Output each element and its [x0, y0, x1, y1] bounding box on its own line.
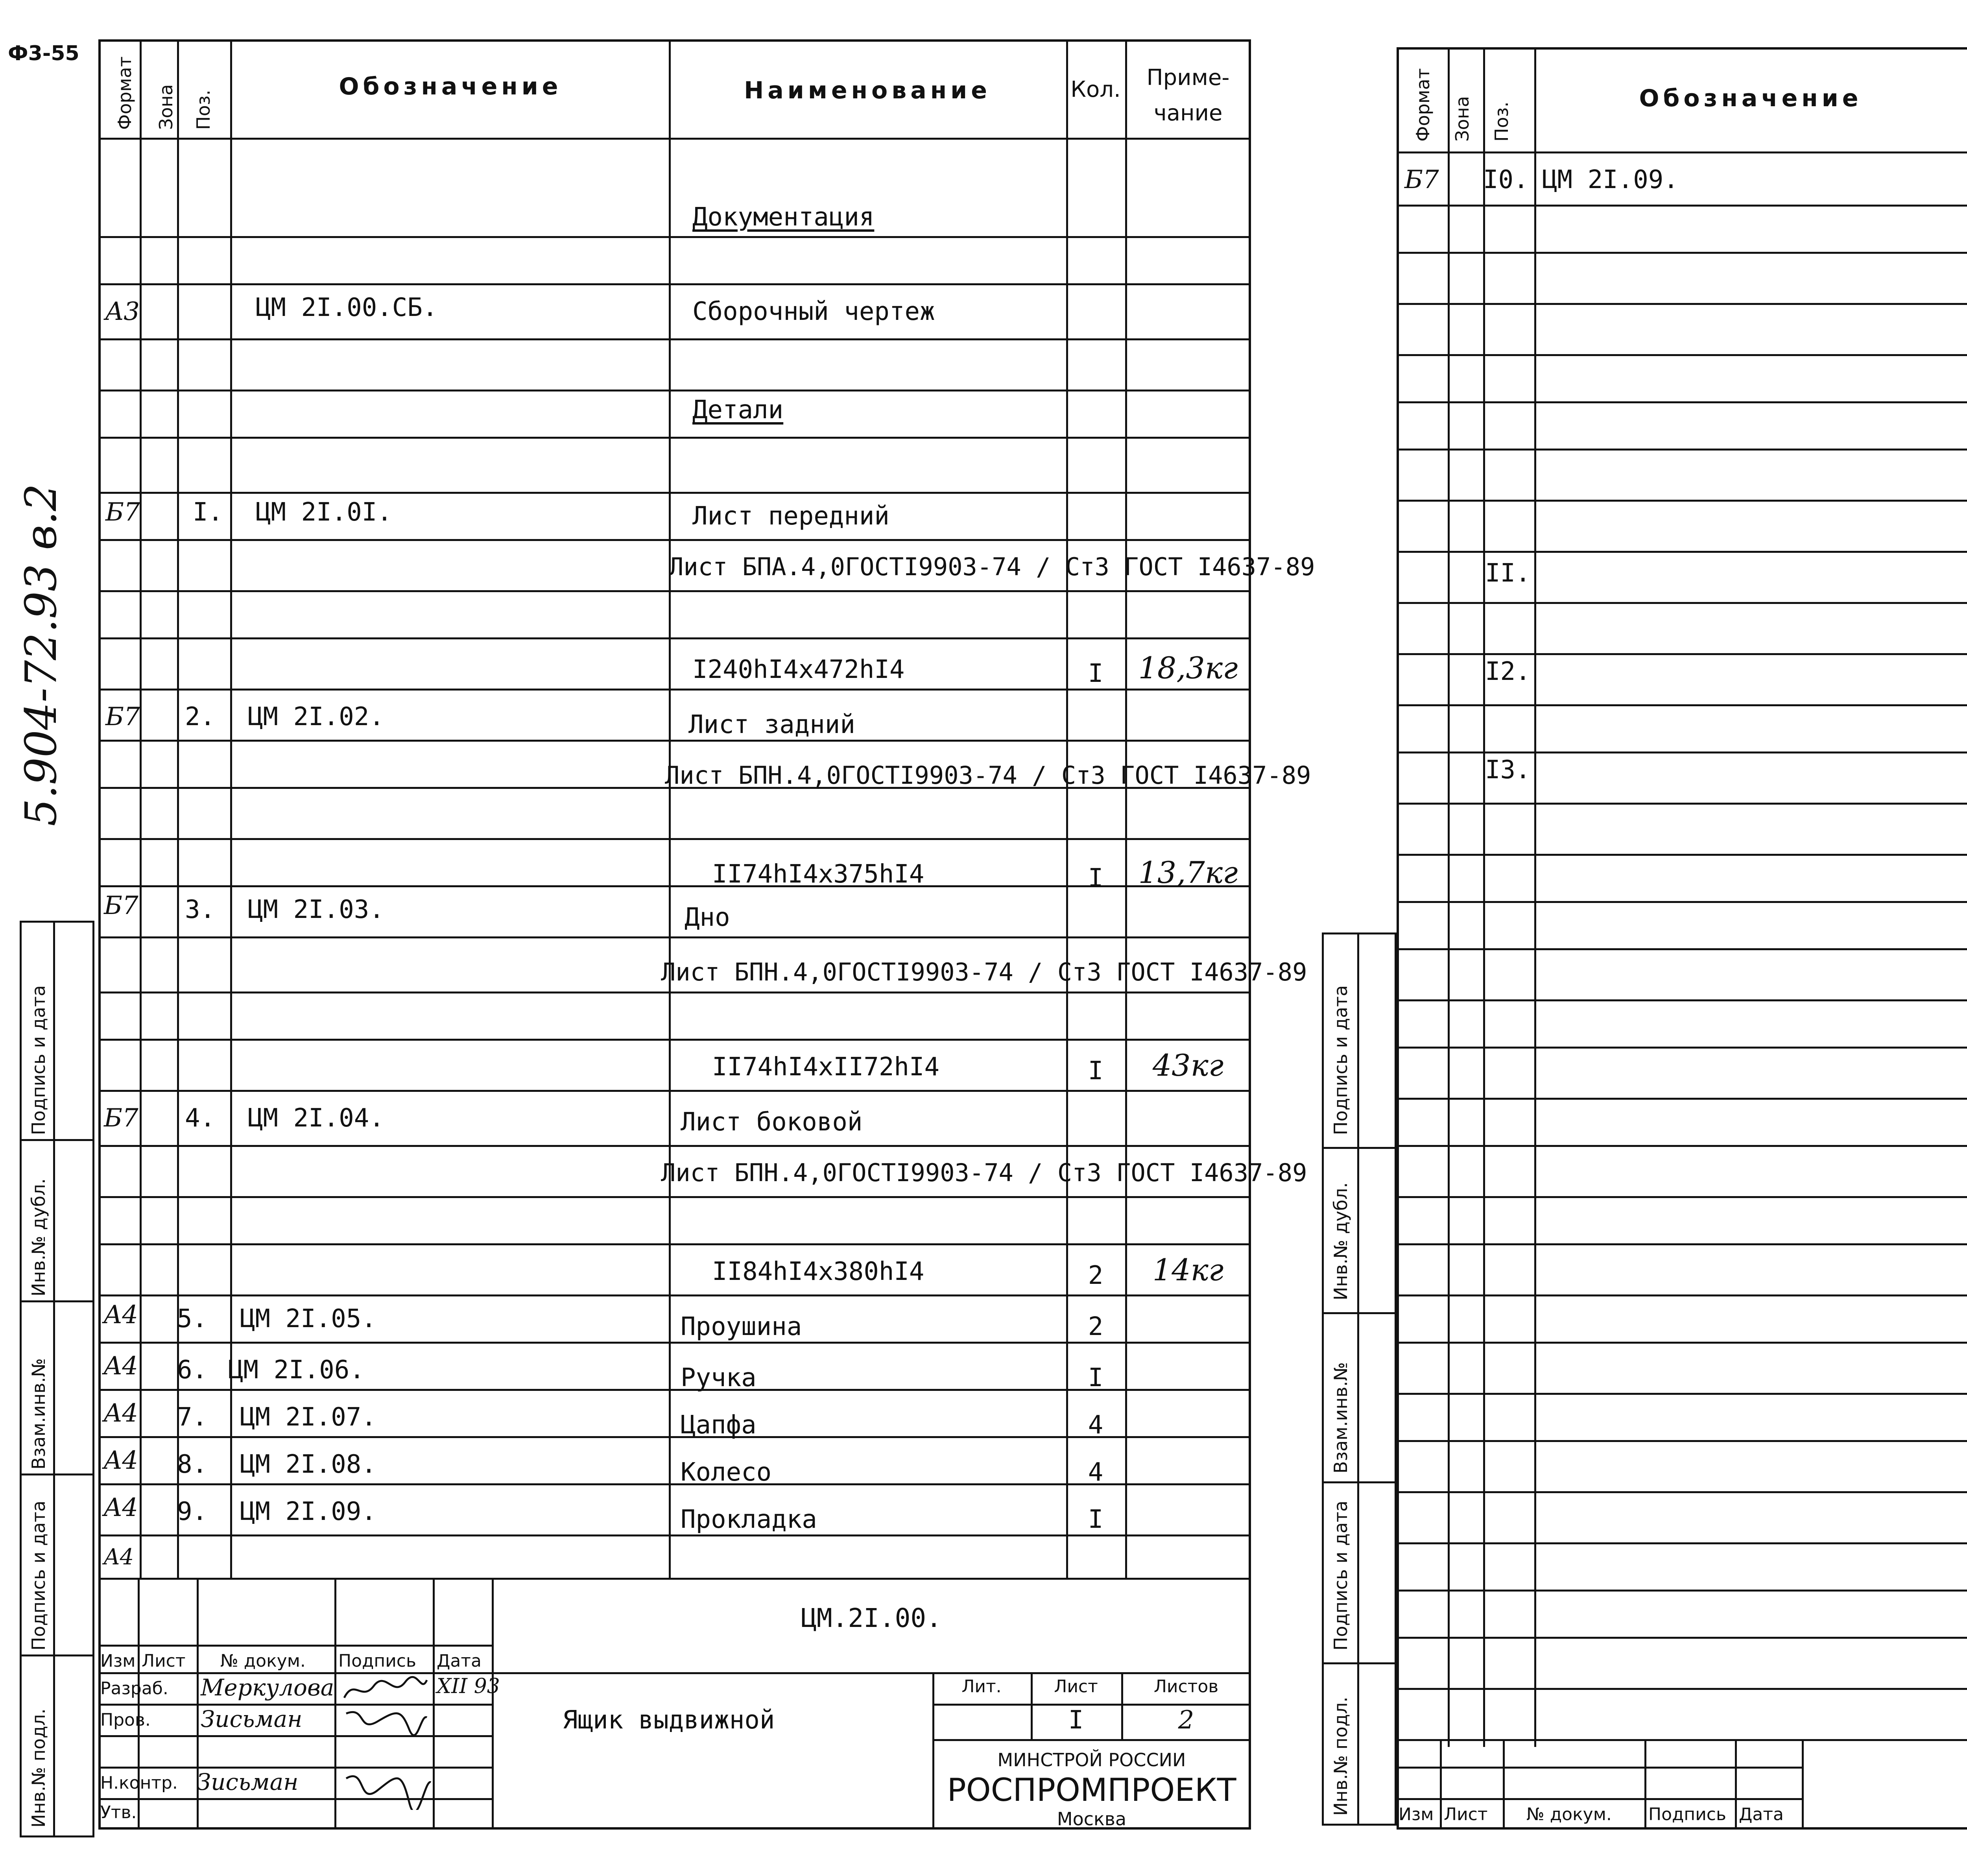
row-name: I240hI4x472hI4: [692, 655, 905, 684]
row-format: A4: [104, 1446, 138, 1475]
role-dev: Разраб.: [100, 1678, 168, 1699]
row-format: Б7: [104, 1104, 138, 1133]
hdr-qty: Кол.: [1070, 77, 1121, 102]
sheets-value: 2: [1178, 1706, 1194, 1735]
hdr-designation: Обозначение: [1639, 85, 1862, 112]
org-ministry: МИНСТРОЙ РОССИИ: [997, 1749, 1186, 1771]
row-name: II84hI4x380hI4: [712, 1257, 924, 1286]
row-pos: 2.: [185, 702, 216, 731]
row-name: II74hI4x375hI4: [712, 860, 924, 889]
sheets-label: Листов: [1153, 1677, 1219, 1697]
side-stamp-left: [20, 921, 94, 1837]
col-list: Лист: [1444, 1804, 1488, 1824]
row-name: Проушина: [681, 1312, 802, 1341]
row-name: Сборочный чертеж: [692, 297, 935, 326]
left-grid-lines: [98, 0, 1251, 1613]
row-pos: I2.: [1485, 657, 1531, 686]
row-name: Детали: [692, 395, 784, 425]
norm-name: Зисьман: [197, 1769, 299, 1795]
sheet-label: Лист: [1054, 1677, 1098, 1697]
product-name: Ящик выдвижной: [563, 1706, 775, 1735]
col-sign: Подпись: [1648, 1804, 1726, 1824]
col-izm: Изм: [1399, 1804, 1434, 1824]
row-name: Лист БПН.4,0ГОСТI9903-74 / Ст3 ГОСТ I4637-89: [661, 1158, 1307, 1187]
stamp-repl-inv: Взам.инв.№: [28, 1358, 49, 1470]
row-name: Лист БПН.4,0ГОСТI9903-74 / Ст3 ГОСТ I4637-89: [661, 958, 1307, 986]
right-grid-lines: [1397, 0, 1967, 1755]
row-pos: 5.: [177, 1304, 208, 1333]
row-pos: 7.: [177, 1403, 208, 1432]
org-name: РОСПРОМПРОЕКТ: [947, 1772, 1236, 1808]
hdr-zone: Зона: [1452, 96, 1473, 142]
sheet-value: I: [1068, 1706, 1084, 1735]
row-pos: 6.: [177, 1355, 208, 1385]
row-pos: 3.: [185, 895, 216, 924]
row-name: Ручка: [681, 1363, 757, 1392]
row-format: A4: [104, 1352, 138, 1381]
stamp-sign-date-2: Подпись и дата: [28, 1500, 49, 1651]
row-qty: 2: [1088, 1261, 1103, 1290]
row-pos: I0.: [1483, 165, 1529, 194]
row-note: 13,7кг: [1138, 855, 1238, 890]
hdr-designation: Обозначение: [339, 73, 562, 100]
row-format: A4: [104, 1493, 138, 1522]
row-format: Б7: [104, 891, 138, 920]
col-sign: Подпись: [338, 1651, 416, 1671]
stamp-sign-date-2: Подпись и дата: [1330, 1500, 1351, 1651]
col-izm: Изм: [100, 1651, 136, 1671]
row-format: Б7: [105, 702, 140, 731]
signature-norm: [342, 1767, 433, 1810]
row-name: Документация: [692, 203, 875, 232]
stamp-inv-orig: Инв.№ подл.: [28, 1708, 49, 1828]
left-title-block: [98, 1578, 1251, 1830]
row-note: 14кг: [1152, 1252, 1224, 1287]
hdr-format: Формат: [1412, 68, 1434, 142]
stamp-inv-orig: Инв.№ подл.: [1330, 1697, 1351, 1816]
row-format: A4: [104, 1300, 138, 1329]
row-format: A3: [105, 297, 140, 326]
row-designation: ЦМ 2I.00.СБ.: [256, 293, 438, 322]
role-norm: Н.контр.: [100, 1773, 178, 1793]
row-designation: ЦМ 2I.09.: [240, 1497, 376, 1526]
margin-note: 5.904-72.93 в.2: [16, 484, 66, 826]
stamp-repl-inv: Взам.инв.№: [1330, 1362, 1351, 1473]
col-date: Дата: [437, 1651, 482, 1671]
side-stamp-right: [1322, 932, 1397, 1826]
hdr-format: Формат: [114, 56, 135, 130]
row-qty: 4: [1088, 1411, 1103, 1440]
row-note: 18,3кг: [1138, 650, 1238, 685]
row-designation: ЦМ 2I.04.: [248, 1104, 384, 1133]
hdr-note-1: Приме-: [1146, 65, 1230, 90]
row-pos: 4.: [185, 1104, 216, 1133]
row-pos: I3.: [1485, 755, 1531, 785]
dev-date: XII 93: [437, 1675, 500, 1698]
row-designation: ЦМ 2I.0I.: [256, 498, 392, 527]
hdr-note-2: чание: [1153, 100, 1223, 126]
row-name: Лист передний: [692, 502, 889, 531]
row-name: Колесо: [681, 1458, 772, 1487]
row-pos: 9.: [177, 1497, 208, 1526]
doc-code: [1802, 1773, 1967, 1798]
stamp-sign-date-1: Подпись и дата: [1330, 985, 1351, 1135]
role-check: Пров.: [100, 1710, 151, 1730]
org-city: Москва: [1057, 1808, 1127, 1830]
col-docnum: № докум.: [1526, 1804, 1612, 1824]
row-designation: ЦМ 2I.09.: [1542, 165, 1679, 194]
row-pos: II.: [1485, 559, 1531, 588]
row-pos: 8.: [177, 1450, 208, 1479]
row-name: Лист боковой: [681, 1108, 863, 1137]
row-designation: ЦМ 2I.08.: [240, 1450, 376, 1479]
row-qty: I: [1088, 1056, 1103, 1086]
doc-code: ЦМ.2I.00.: [801, 1603, 942, 1633]
form-code: Ф3-55: [8, 42, 79, 65]
row-qty: I: [1088, 659, 1103, 688]
stamp-inv-dup: Инв.№ дубл.: [1330, 1182, 1351, 1300]
row-note: 43кг: [1152, 1048, 1224, 1083]
row-qty: 4: [1088, 1458, 1103, 1487]
right-title-block: [1397, 1739, 1967, 1830]
row-designation: ЦМ 2I.02.: [248, 702, 384, 731]
row-qty: I: [1088, 1505, 1103, 1534]
row-designation: ЦМ 2I.05.: [240, 1304, 376, 1333]
row-name: Лист БПН.4,0ГОСТI9903-74 / Ст3 ГОСТ I4637-89: [665, 761, 1311, 790]
hdr-pos: Поз.: [193, 90, 214, 130]
signature-check: [342, 1706, 429, 1737]
row-format: A4: [104, 1544, 134, 1570]
row-name: Лист БПА.4,0ГОСТI9903-74 / Ст3 ГОСТ I4637-89: [669, 552, 1315, 581]
row-qty: I: [1088, 1363, 1103, 1392]
signature-dev: [342, 1674, 429, 1706]
row-name: II74hI4xII72hI4: [712, 1052, 939, 1082]
check-name: Зисьман: [201, 1706, 303, 1732]
row-qty: I: [1088, 864, 1103, 893]
col-list: Лист: [142, 1651, 186, 1671]
row-name: Лист задний: [688, 710, 855, 739]
row-pos: I.: [193, 498, 223, 527]
row-format: Б7: [105, 498, 140, 527]
role-appr: Утв.: [100, 1802, 137, 1822]
col-date: Дата: [1739, 1804, 1784, 1824]
row-name: Дно: [685, 903, 730, 932]
hdr-pos: Поз.: [1491, 102, 1512, 142]
row-format: Б7: [1404, 165, 1439, 194]
row-designation: ЦМ 2I.06.: [228, 1355, 365, 1385]
row-name: Цапфа: [681, 1411, 757, 1440]
lit-label: Лит.: [961, 1677, 1002, 1697]
col-docnum: № докум.: [220, 1651, 306, 1671]
row-qty: 2: [1088, 1312, 1103, 1341]
row-designation: ЦМ 2I.03.: [248, 895, 384, 924]
row-name: Прокладка: [681, 1505, 817, 1534]
stamp-sign-date-1: Подпись и дата: [28, 985, 49, 1135]
row-format: A4: [104, 1399, 138, 1428]
dev-name: Меркулова: [201, 1674, 334, 1701]
hdr-name: Наименование: [744, 77, 991, 104]
stamp-inv-dup: Инв.№ дубл.: [28, 1178, 49, 1296]
row-designation: ЦМ 2I.07.: [240, 1403, 376, 1432]
hdr-zone: Зона: [155, 84, 177, 130]
